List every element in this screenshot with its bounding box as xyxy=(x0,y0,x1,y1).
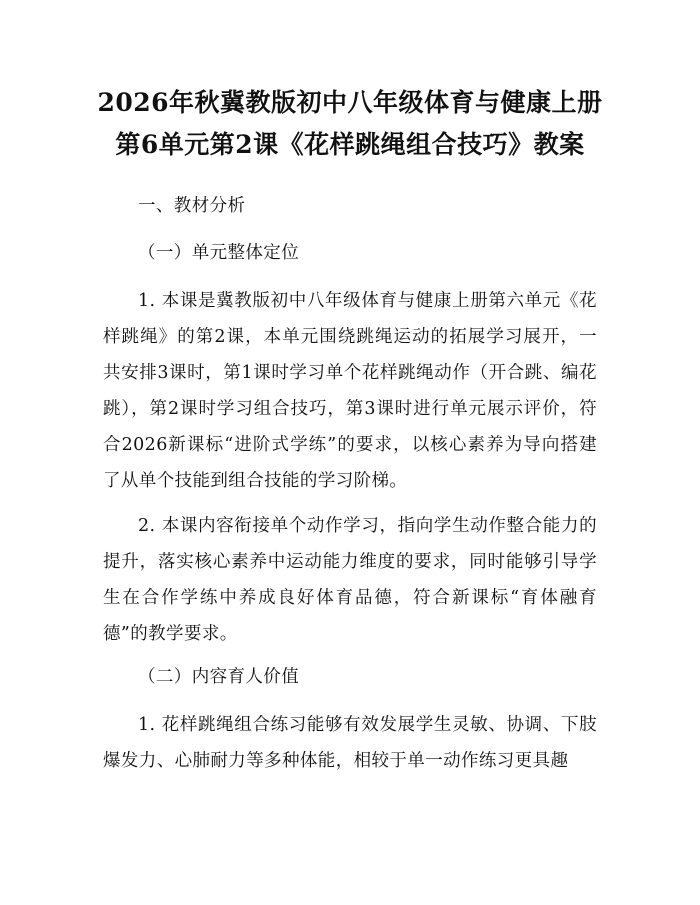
subsection-heading-2: （二）内容育人价值 xyxy=(138,667,300,687)
document-title-line-2: 第6单元第2课《花样跳绳组合技巧》教案 xyxy=(115,130,585,159)
paragraph-2: 2. 本课内容衔接单个动作学习，指向学生动作整合能力的提升，落实核心素养中运动能力维度的要求，同时能够引导学生在合作学练中养成良好体育品德，符合新课标“育体融育德”的教学要求。 xyxy=(103,516,597,644)
document-title-line-1: 2026年秋冀教版初中八年级体育与健康上册 xyxy=(97,88,603,117)
subsection-heading-1: （一）单元整体定位 xyxy=(138,243,300,263)
paragraph-1: 1. 本课是冀教版初中八年级体育与健康上册第六单元《花样跳绳》的第2课，本单元围绕跳绳运动的拓展学习展开，一共安排3课时，第1课时学习单个花样跳绳动作（开合跳、编花跳），第2课时学习组合技巧，第3课时进行单元展示评价，符合2026新课标“进阶式学练”的要求，以核心素养为导向搭建了从单个技能到组合技能的学习阶梯。 xyxy=(103,291,597,491)
paragraph-3: 1. 花样跳绳组合练习能够有效发展学生灵敏、协调、下肢爆发力、心肺耐力等多种体能，相较于单一动作练习更具趣 xyxy=(103,715,597,771)
section-heading-1: 一、教材分析 xyxy=(138,196,246,216)
